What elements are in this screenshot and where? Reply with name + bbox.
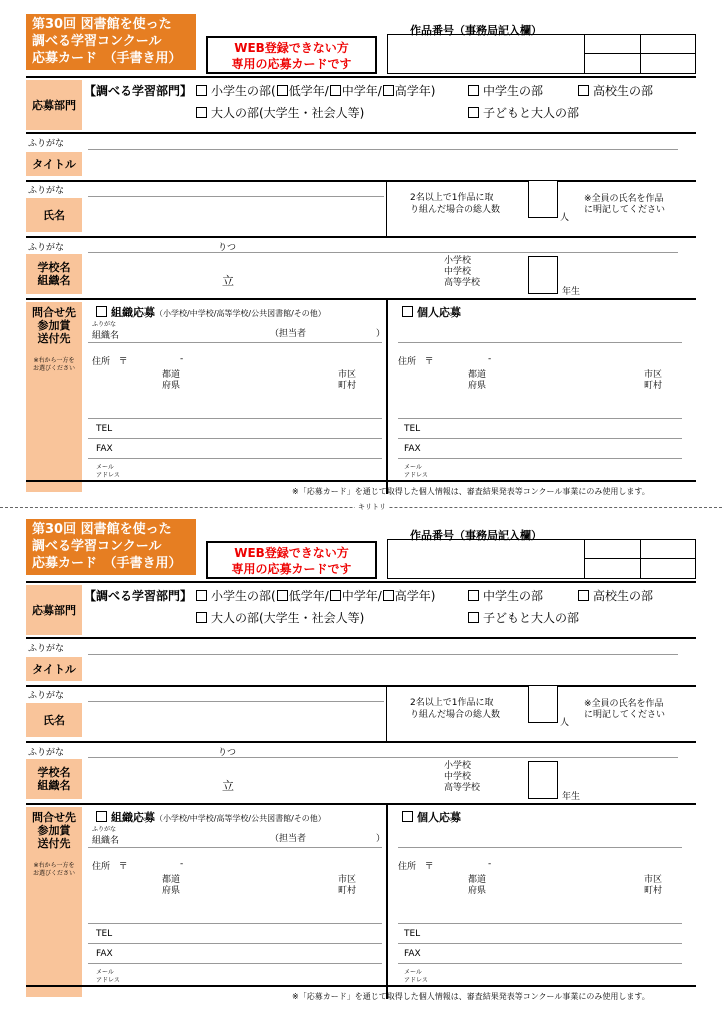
school-furigana-label: ふりがな <box>28 243 65 253</box>
personal-tel-line[interactable] <box>398 438 682 439</box>
divider <box>26 180 696 182</box>
org-fax-label: FAX <box>96 444 113 454</box>
personal-name-line[interactable] <box>398 847 682 848</box>
type-elementary: 小学校 <box>444 256 472 266</box>
all-names-1: ※全員の氏名を作品 <box>584 194 664 204</box>
pref-label <box>468 875 486 897</box>
group-note-2: り組んだ場合の総人数 <box>410 710 501 720</box>
org-mail-label <box>96 969 120 985</box>
title-furigana-label: ふりがな <box>28 644 65 654</box>
org-address <box>92 859 128 872</box>
checkbox-icon[interactable] <box>468 85 479 96</box>
all-names-1: ※全員の氏名を作品 <box>584 699 664 709</box>
divider <box>26 76 696 78</box>
checkbox-icon[interactable] <box>402 811 413 822</box>
personal-tel-label: TEL <box>404 929 421 939</box>
divider <box>26 985 696 987</box>
org-fax-line[interactable] <box>88 458 382 459</box>
mail-2: アドレス <box>404 472 428 479</box>
pref-label <box>162 370 180 392</box>
opt-high-text: 高校生の部 <box>593 84 654 98</box>
opt-junior-text: 中学生の部 <box>483 589 544 603</box>
title-line-2: 調べる学習コンクール <box>32 34 162 49</box>
personal-apply-text: 個人応募 <box>417 306 461 319</box>
org-mail-label <box>96 464 120 480</box>
personal-name-line[interactable] <box>398 342 682 343</box>
web-notice <box>206 36 377 74</box>
personal-apply-option[interactable] <box>402 304 461 320</box>
city-label <box>644 370 662 392</box>
org-apply-text: 組織応募 <box>111 811 155 824</box>
org-types: （小学校/中学校/高等学校/公共図書館/その他） <box>155 309 326 318</box>
org-address <box>92 354 128 367</box>
notice-line-1: WEB登録できない方 <box>234 41 349 55</box>
personal-fax-label: FAX <box>404 949 421 959</box>
personal-fax-line[interactable] <box>398 458 682 459</box>
division-prefix: 【調べる学習部門】 <box>84 84 193 98</box>
mail-2: アドレス <box>96 472 120 479</box>
personal-address-line[interactable] <box>398 418 682 419</box>
division-prefix: 【調べる学習部門】 <box>84 589 193 603</box>
school-label-2: 組織名 <box>37 779 71 792</box>
city-1: 市区 <box>644 370 663 380</box>
choose-note-2: お選びください <box>32 365 75 372</box>
opt-family-text: 子どもと大人の部 <box>483 106 580 120</box>
pref-2: 府県 <box>162 381 181 391</box>
personal-tel-line[interactable] <box>398 943 682 944</box>
title-furigana-line[interactable] <box>88 149 678 150</box>
grade-unit: 年生 <box>562 792 581 802</box>
school-furigana-line[interactable] <box>88 757 678 758</box>
contact-label-2: 参加賞 <box>37 319 71 332</box>
ritsu-kana: りつ <box>218 243 237 253</box>
school-furigana-label: ふりがな <box>28 748 65 758</box>
title-furigana-label: ふりがな <box>28 139 65 149</box>
opt-adult-text: 大人の部(大学生・社会人等) <box>211 611 365 625</box>
checkbox-icon[interactable] <box>196 590 207 601</box>
divider <box>26 637 696 639</box>
work-number-label: 作品番号（事務局記入欄） <box>410 529 542 542</box>
pref-1: 都道 <box>468 875 487 885</box>
name-label: 氏名 <box>26 198 82 232</box>
personal-fax-line[interactable] <box>398 963 682 964</box>
cut-label: キリトリ <box>355 502 389 512</box>
address-label: 住所 <box>398 862 417 872</box>
member-count-field[interactable] <box>528 685 558 723</box>
checkbox-icon[interactable] <box>578 590 589 601</box>
org-fax-line[interactable] <box>88 963 382 964</box>
work-number-label: 作品番号（事務局記入欄） <box>410 24 542 37</box>
postal-hyphen: - <box>488 354 492 364</box>
checkbox-icon[interactable] <box>96 306 107 317</box>
option-adult[interactable] <box>196 104 364 121</box>
work-number-field[interactable] <box>387 34 696 74</box>
member-count-field[interactable] <box>528 180 558 218</box>
name-furigana-label: ふりがな <box>28 691 65 701</box>
opt-lower-text: 低学年/ <box>288 589 329 603</box>
city-2: 町村 <box>644 886 663 896</box>
title-furigana-line[interactable] <box>88 654 678 655</box>
title-line-2: 調べる学習コンクール <box>32 539 162 554</box>
option-elementary[interactable] <box>196 82 435 99</box>
all-names-note <box>584 699 665 721</box>
checkbox-icon[interactable] <box>468 612 479 623</box>
org-tel-label: TEL <box>96 929 113 939</box>
org-name-label: 組織名 <box>92 331 120 341</box>
divider <box>26 480 696 482</box>
checkbox-icon[interactable] <box>277 85 288 96</box>
postal-hyphen: - <box>180 859 184 869</box>
city-2: 町村 <box>338 381 357 391</box>
personal-apply-text: 個人応募 <box>417 811 461 824</box>
all-names-note <box>584 194 665 216</box>
city-label <box>338 875 356 897</box>
address-label: 住所 <box>398 357 417 367</box>
opt-junior-text: 中学生の部 <box>483 84 544 98</box>
name-furigana-line[interactable] <box>88 196 384 197</box>
personal-fax-label: FAX <box>404 444 421 454</box>
person-in-charge: （担当者 <box>270 834 307 844</box>
pref-2: 府県 <box>468 886 487 896</box>
option-junior[interactable] <box>468 82 543 99</box>
name-furigana-label: ふりがな <box>28 186 65 196</box>
option-family[interactable] <box>468 104 579 121</box>
close-paren: ） <box>376 329 386 339</box>
grade-field[interactable] <box>528 761 558 799</box>
count-unit: 人 <box>560 213 570 223</box>
checkbox-icon[interactable] <box>383 85 394 96</box>
divider <box>26 685 696 687</box>
title-label: タイトル <box>26 657 82 681</box>
ritsu: 立 <box>222 779 235 793</box>
mail-1: メール <box>404 464 422 471</box>
postal-icon: 〒 <box>424 862 434 872</box>
personal-address <box>398 859 434 872</box>
school-types <box>444 761 480 794</box>
checkbox-icon[interactable] <box>468 107 479 118</box>
opt-elementary-text: 小学生の部( <box>211 84 276 98</box>
org-apply-option[interactable] <box>96 809 326 825</box>
card-title <box>26 519 196 575</box>
pref-label <box>162 875 180 897</box>
school-label <box>26 759 82 799</box>
personal-address-line[interactable] <box>398 923 682 924</box>
checkbox-icon[interactable] <box>196 612 207 623</box>
application-card <box>0 519 722 1019</box>
group-note <box>410 697 500 721</box>
org-tel-line[interactable] <box>88 943 382 944</box>
pref-label <box>468 370 486 392</box>
org-apply-text: 組織応募 <box>111 306 155 319</box>
title-line-1: 第30回 図書館を使った <box>32 17 172 32</box>
group-note-1: 2名以上で1作品に取 <box>410 698 494 708</box>
divider <box>26 581 696 583</box>
personal-apply-option[interactable] <box>402 809 461 825</box>
opt-upper-text: 高学年) <box>394 589 436 603</box>
org-tel-line[interactable] <box>88 438 382 439</box>
option-adult[interactable] <box>196 609 364 626</box>
address-label: 住所 <box>92 357 111 367</box>
personal-mail-label <box>404 969 428 985</box>
org-address-line[interactable] <box>88 418 382 419</box>
school-label-1: 学校名 <box>37 261 71 274</box>
mail-2: アドレス <box>404 977 428 984</box>
city-label <box>644 875 662 897</box>
postal-hyphen: - <box>180 354 184 364</box>
postal-icon: 〒 <box>424 357 434 367</box>
divider <box>26 741 696 743</box>
checkbox-icon[interactable] <box>578 85 589 96</box>
divider <box>26 236 696 238</box>
division-label: 応募部門 <box>26 585 82 635</box>
org-furigana: ふりがな <box>92 321 117 328</box>
contact-label <box>26 302 82 492</box>
org-name-line[interactable] <box>88 847 382 848</box>
mail-1: メール <box>404 969 422 976</box>
personal-tel-label: TEL <box>404 424 421 434</box>
title-label: タイトル <box>26 152 82 176</box>
checkbox-icon[interactable] <box>277 590 288 601</box>
checkbox-icon[interactable] <box>330 590 341 601</box>
type-elementary: 小学校 <box>444 761 472 771</box>
mail-1: メール <box>96 464 114 471</box>
notice-line-1: WEB登録できない方 <box>234 546 349 560</box>
all-names-2: に明記してください <box>584 205 666 215</box>
privacy-note: ※「応募カード」を通じて取得した個人情報は、審査結果発表等コンクール事業にのみ使用します。 <box>292 487 650 496</box>
all-names-2: に明記してください <box>584 710 666 720</box>
mail-2: アドレス <box>96 977 120 984</box>
city-1: 市区 <box>338 370 357 380</box>
city-label <box>338 370 356 392</box>
type-junior: 中学校 <box>444 267 472 277</box>
option-junior[interactable] <box>468 587 543 604</box>
ritsu: 立 <box>222 274 235 288</box>
pref-1: 都道 <box>468 370 487 380</box>
name-furigana-line[interactable] <box>88 701 384 702</box>
grade-unit: 年生 <box>562 287 581 297</box>
checkbox-icon[interactable] <box>196 85 207 96</box>
card-title <box>26 14 196 70</box>
city-1: 市区 <box>644 875 663 885</box>
division-label: 応募部門 <box>26 80 82 130</box>
postal-icon: 〒 <box>118 862 128 872</box>
notice-line-2: 専用の応募カードです <box>231 57 352 71</box>
opt-lower-text: 低学年/ <box>288 84 329 98</box>
contact-label-1: 問合せ先 <box>32 811 76 824</box>
option-family[interactable] <box>468 609 579 626</box>
option-high[interactable] <box>578 82 653 99</box>
opt-middle-text: 中学年/ <box>341 84 382 98</box>
divider <box>386 180 387 236</box>
opt-family-text: 子どもと大人の部 <box>483 611 580 625</box>
divider <box>386 685 387 741</box>
group-note <box>410 192 500 216</box>
org-furigana: ふりがな <box>92 826 117 833</box>
checkbox-icon[interactable] <box>402 306 413 317</box>
contact-label-3: 送付先 <box>37 837 71 850</box>
type-high: 高等学校 <box>444 783 481 793</box>
pref-1: 都道 <box>162 370 181 380</box>
org-name-label: 組織名 <box>92 836 120 846</box>
application-card <box>0 14 722 514</box>
checkbox-icon[interactable] <box>196 107 207 118</box>
contact-label <box>26 807 82 997</box>
opt-high-text: 高校生の部 <box>593 589 654 603</box>
mail-1: メール <box>96 969 114 976</box>
person-in-charge: （担当者 <box>270 329 307 339</box>
divider <box>386 805 388 999</box>
org-types: （小学校/中学校/高等学校/公共図書館/その他） <box>155 814 326 823</box>
privacy-note: ※「応募カード」を通じて取得した個人情報は、審査結果発表等コンクール事業にのみ使用します。 <box>292 992 650 1001</box>
type-junior: 中学校 <box>444 772 472 782</box>
title-line-3: 応募カード （手書き用） <box>32 51 182 66</box>
school-label-2: 組織名 <box>37 274 71 287</box>
pref-2: 府県 <box>162 886 181 896</box>
org-address-line[interactable] <box>88 923 382 924</box>
choose-note-1: ※右から一方を <box>33 862 75 869</box>
checkbox-icon[interactable] <box>468 590 479 601</box>
web-notice <box>206 541 377 579</box>
city-2: 町村 <box>338 886 357 896</box>
pref-2: 府県 <box>468 381 487 391</box>
contact-label-2: 参加賞 <box>37 824 71 837</box>
personal-mail-label <box>404 464 428 480</box>
address-label: 住所 <box>92 862 111 872</box>
school-furigana-line[interactable] <box>88 252 678 253</box>
checkbox-icon[interactable] <box>96 811 107 822</box>
org-name-line[interactable] <box>88 342 382 343</box>
notice-line-2: 専用の応募カードです <box>231 562 352 576</box>
ritsu-kana: りつ <box>218 748 237 758</box>
org-apply-option[interactable] <box>96 304 326 320</box>
divider <box>26 298 696 300</box>
org-tel-label: TEL <box>96 424 113 434</box>
title-line-1: 第30回 図書館を使った <box>32 522 172 537</box>
contact-label-3: 送付先 <box>37 332 71 345</box>
group-note-1: 2名以上で1作品に取 <box>410 193 494 203</box>
org-fax-label: FAX <box>96 949 113 959</box>
name-label: 氏名 <box>26 703 82 737</box>
opt-elementary-text: 小学生の部( <box>211 589 276 603</box>
opt-adult-text: 大人の部(大学生・社会人等) <box>211 106 365 120</box>
postal-icon: 〒 <box>118 357 128 367</box>
pref-1: 都道 <box>162 875 181 885</box>
opt-upper-text: 高学年) <box>394 84 436 98</box>
city-1: 市区 <box>338 875 357 885</box>
type-high: 高等学校 <box>444 278 481 288</box>
option-elementary[interactable] <box>196 587 435 604</box>
checkbox-icon[interactable] <box>383 590 394 601</box>
divider <box>386 300 388 494</box>
title-line-3: 応募カード （手書き用） <box>32 556 182 571</box>
city-2: 町村 <box>644 381 663 391</box>
work-number-field[interactable] <box>387 539 696 579</box>
divider <box>26 132 696 134</box>
choose-note-2: お選びください <box>32 870 75 877</box>
postal-hyphen: - <box>488 859 492 869</box>
divider <box>26 803 696 805</box>
school-label-1: 学校名 <box>37 766 71 779</box>
personal-address <box>398 354 434 367</box>
school-label <box>26 254 82 294</box>
school-types <box>444 256 480 289</box>
grade-field[interactable] <box>528 256 558 294</box>
option-high[interactable] <box>578 587 653 604</box>
contact-label-1: 問合せ先 <box>32 306 76 319</box>
choose-note-1: ※右から一方を <box>33 357 75 364</box>
count-unit: 人 <box>560 718 570 728</box>
close-paren: ） <box>376 834 386 844</box>
checkbox-icon[interactable] <box>330 85 341 96</box>
group-note-2: り組んだ場合の総人数 <box>410 205 501 215</box>
opt-middle-text: 中学年/ <box>341 589 382 603</box>
